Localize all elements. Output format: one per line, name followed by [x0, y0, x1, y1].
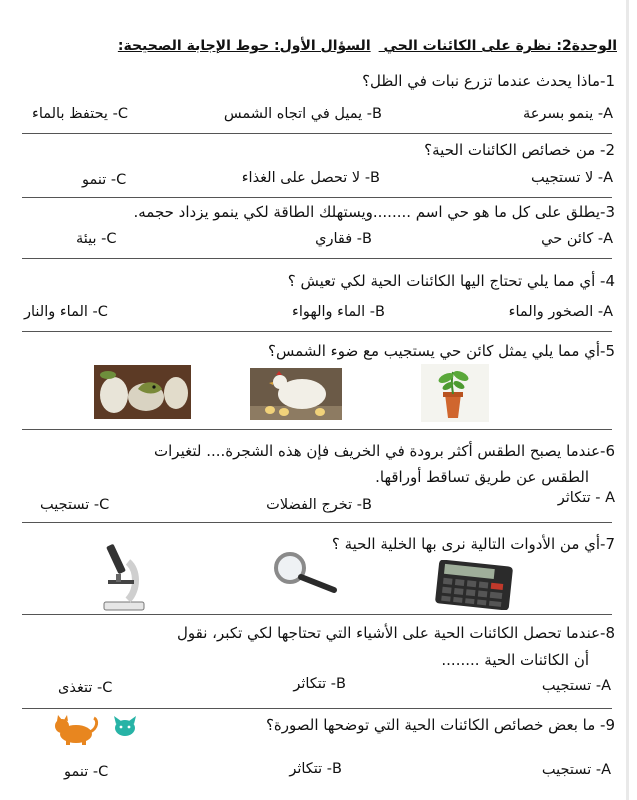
plant-sprout-image[interactable]	[421, 364, 489, 422]
cat-image[interactable]	[52, 714, 100, 746]
q4-option-a[interactable]: A- الصخور والماء	[508, 304, 613, 320]
hen-with-chicks-image[interactable]	[250, 368, 342, 420]
q9-option-b[interactable]: B- تتكاثر	[289, 761, 342, 777]
q8-option-a[interactable]: A- تستجيب	[541, 678, 611, 694]
calculator-image[interactable]	[434, 560, 514, 610]
question-8-text: 8-عندما تحصل الكائنات الحية على الأشياء التي تحتاجها لكي تكبر، نقول	[177, 624, 615, 642]
q6-option-c[interactable]: C- تستجيب	[40, 497, 110, 513]
divider	[22, 197, 612, 198]
q1-option-b[interactable]: B- يميل في اتجاه الشمس	[223, 106, 382, 122]
q3-option-b[interactable]: B- فقاري	[315, 231, 372, 247]
question-1-text: 1-ماذا يحدث عندما تزرع نبات في الظل؟	[362, 72, 615, 90]
q8-option-c[interactable]: C- تتغذى	[58, 680, 113, 696]
microscope-image[interactable]	[98, 540, 150, 612]
q6-option-b[interactable]: B- تخرج الفضلات	[266, 497, 372, 513]
divider	[22, 522, 612, 523]
divider	[22, 258, 612, 259]
kitten-image[interactable]	[112, 714, 138, 738]
q9-option-c[interactable]: C- تنمو	[64, 764, 109, 780]
q4-option-c[interactable]: C- الماء والنار	[24, 304, 108, 320]
divider	[22, 614, 612, 615]
question-7-text: 7-أي من الأدوات التالية نرى بها الخلية الحية ؟	[331, 535, 615, 553]
q8-option-b[interactable]: B- تتكاثر	[293, 676, 346, 692]
q3-option-a[interactable]: A- كائن حي	[541, 231, 613, 247]
q9-option-a[interactable]: A- تستجيب	[541, 762, 611, 778]
question-9-text: 9- ما بعض خصائص الكائنات الحية التي توضحها الصورة؟	[265, 716, 615, 734]
divider	[22, 429, 612, 430]
q2-option-c[interactable]: C- تنمو	[82, 172, 127, 188]
question-instruction: السؤال الأول: حوط الإجابة الصحيحة:	[117, 38, 371, 54]
q2-option-a[interactable]: A- لا تستجيب	[531, 170, 613, 186]
magnifying-glass-image[interactable]	[270, 550, 342, 594]
hatching-eggs-image[interactable]	[94, 365, 191, 419]
question-4-text: 4- أي مما يلي تحتاج اليها الكائنات الحية لكي تعيش ؟	[287, 272, 615, 290]
divider	[22, 708, 612, 709]
q2-option-b[interactable]: B- لا تحصل على الغذاء	[241, 170, 380, 186]
q1-option-a[interactable]: A- ينمو بسرعة	[522, 106, 613, 122]
divider	[22, 331, 612, 332]
question-5-text: 5-أي مما يلي يمثل كائن حي يستجيب مع ضوء الشمس؟	[268, 342, 615, 360]
q6-option-a[interactable]: A - تتكاثر	[557, 490, 615, 506]
question-6-text: 6-عندما يصبح الطقس أكثر برودة في الخريف فإن هذه الشجرة.... لتغيرات	[154, 442, 615, 460]
q3-option-c[interactable]: C- بيئة	[76, 231, 117, 247]
worksheet-title	[118, 38, 617, 54]
q1-option-c[interactable]: C- يحتفظ بالماء	[32, 106, 128, 122]
q4-option-b[interactable]: B- الماء والهواء	[292, 304, 385, 320]
question-3-text: 3-يطلق على كل ما هو حي اسم ........ويستهلك الطاقة لكي ينمو يزداد حجمه.	[133, 203, 615, 221]
question-2-text: 2- من خصائص الكائنات الحية؟	[424, 141, 615, 159]
question-6-text-line2: الطقس عن طريق تساقط أوراقها.	[375, 468, 589, 486]
divider	[22, 133, 612, 134]
question-8-text-line2: أن الكائنات الحية ........	[441, 651, 589, 669]
unit-title: الوحدة2: نظرة على الكائنات الحي	[383, 38, 617, 54]
page-edge-shadow	[626, 0, 629, 800]
